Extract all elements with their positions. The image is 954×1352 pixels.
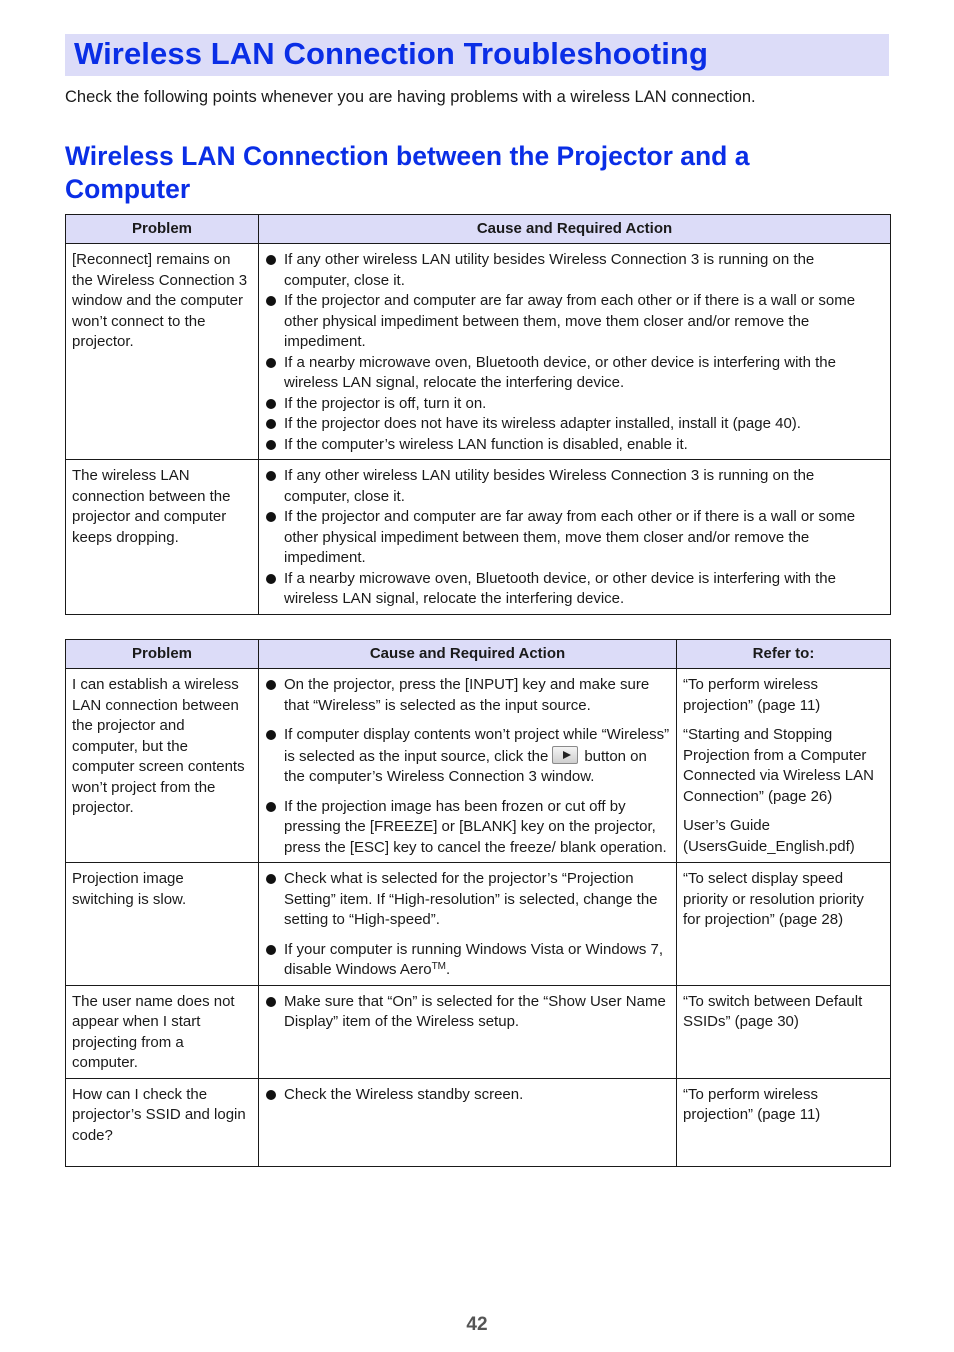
- troubleshooting-table-2: [65, 639, 891, 1167]
- column-header-problem: Problem: [66, 215, 259, 244]
- page-title-bar: [65, 34, 889, 76]
- action-item: Make sure that “On” is selected for the “Show User Name Display” item of the Wireless setup.: [265, 992, 670, 1033]
- reference-text: “To perform wireless projection” (page 11): [683, 1085, 821, 1123]
- reference-text: “To perform wireless projection” (page 11): [683, 676, 821, 714]
- action-item: If the computer’s wireless LAN function is disabled, enable it.: [265, 435, 884, 456]
- action-cell: [259, 1078, 677, 1167]
- action-list: [265, 250, 884, 455]
- action-cell: [259, 460, 891, 615]
- action-list: [265, 992, 670, 1033]
- action-item: If the projector does not have its wireless adapter installed, install it (page 40).: [265, 414, 884, 435]
- problem-cell: I can establish a wireless LAN connection between the projector and computer, but the computer screen contents won’t project from the projector.: [66, 669, 259, 863]
- page-title: Wireless LAN Connection Troubleshooting: [74, 36, 708, 71]
- action-list: [265, 1085, 670, 1106]
- action-cell: [259, 985, 677, 1078]
- refer-cell: [677, 1078, 891, 1167]
- column-header-refer: Refer to:: [677, 640, 891, 669]
- refer-cell: [677, 863, 891, 986]
- action-item: If any other wireless LAN utility besides Wireless Connection 3 is running on the computer, close it.: [265, 250, 884, 291]
- action-item: If any other wireless LAN utility besides Wireless Connection 3 is running on the computer, close it.: [265, 466, 884, 507]
- action-item: If a nearby microwave oven, Bluetooth device, or other device is interfering with the wireless LAN signal, relocate the interfering device.: [265, 353, 884, 394]
- action-cell: [259, 669, 677, 863]
- action-item: If the projection image has been frozen or cut off by pressing the [FREEZE] or [BLANK] key on the projector, press the [ESC] key to cancel the freeze/ blank operation.: [265, 797, 670, 859]
- table-row: [66, 863, 891, 986]
- problem-cell: The user name does not appear when I start projecting from a computer.: [66, 985, 259, 1078]
- action-item: If the projector and computer are far away from each other or if there is a wall or some other physical impediment between them, move them closer and/or remove the impediment.: [265, 507, 884, 569]
- problem-cell: The wireless LAN connection between the projector and computer keeps dropping.: [66, 460, 259, 615]
- action-list: [265, 675, 670, 858]
- action-item: [265, 725, 670, 788]
- action-list: [265, 869, 670, 981]
- table-row: [66, 460, 891, 615]
- play-icon: [552, 746, 578, 764]
- table-row: [66, 244, 891, 460]
- action-text: If computer display contents won’t project while “Wireless” is selected as the input source, click the: [284, 726, 670, 765]
- table-row: [66, 669, 891, 863]
- page-number: 42: [466, 1314, 488, 1335]
- problem-cell: Projection image switching is slow.: [66, 863, 259, 986]
- reference-text: “To select display speed priority or resolution priority for projection” (page 28): [683, 870, 864, 928]
- refer-cell: [677, 669, 891, 863]
- section-heading: Wireless LAN Connection between the Projector and a Computer: [65, 141, 750, 204]
- column-header-action: Cause and Required Action: [259, 215, 891, 244]
- action-cell: [259, 244, 891, 460]
- action-item: [265, 940, 670, 981]
- problem-cell: [Reconnect] remains on the Wireless Connection 3 window and the computer won’t connect to the projector.: [66, 244, 259, 460]
- column-header-problem: Problem: [66, 640, 259, 669]
- action-item: Check what is selected for the projector’s “Projection Setting” item. If “High-resolution” is selected, change the setting to “High-speed”.: [265, 869, 670, 931]
- table-row: [66, 985, 891, 1078]
- action-item: On the projector, press the [INPUT] key and make sure that “Wireless” is selected as the input source.: [265, 675, 670, 716]
- refer-cell: [677, 985, 891, 1078]
- reference-text: “Starting and Stopping Projection from a Computer Connected via Wireless LAN Connection” (page 26): [683, 726, 874, 805]
- intro-text: Check the following points whenever you are having problems with a wireless LAN connection.: [65, 88, 756, 106]
- trademark-mark: TM: [431, 961, 447, 972]
- action-cell: [259, 863, 677, 986]
- table-row: [66, 1078, 891, 1167]
- action-list: [265, 466, 884, 610]
- reference-text: User’s Guide (UsersGuide_English.pdf): [683, 817, 855, 855]
- action-item: If the projector and computer are far away from each other or if there is a wall or some other physical impediment between them, move them closer and/or remove the impediment.: [265, 291, 884, 353]
- reference-text: “To switch between Default SSIDs” (page 30): [683, 992, 863, 1030]
- action-item: Check the Wireless standby screen.: [265, 1085, 670, 1106]
- action-item: If a nearby microwave oven, Bluetooth device, or other device is interfering with the wireless LAN signal, relocate the interfering device.: [265, 569, 884, 610]
- action-text: button on the computer’s Wireless Connection 3 window.: [284, 747, 647, 785]
- problem-cell: How can I check the projector’s SSID and login code?: [66, 1078, 259, 1167]
- action-item: If the projector is off, turn it on.: [265, 394, 884, 415]
- table-header-row: [66, 640, 891, 669]
- troubleshooting-table-1: [65, 214, 891, 615]
- column-header-action: Cause and Required Action: [259, 640, 677, 669]
- action-text: If your computer is running Windows Vista or Windows 7, disable Windows Aero: [284, 940, 664, 978]
- table-header-row: [66, 215, 891, 244]
- action-text-end: .: [446, 961, 451, 978]
